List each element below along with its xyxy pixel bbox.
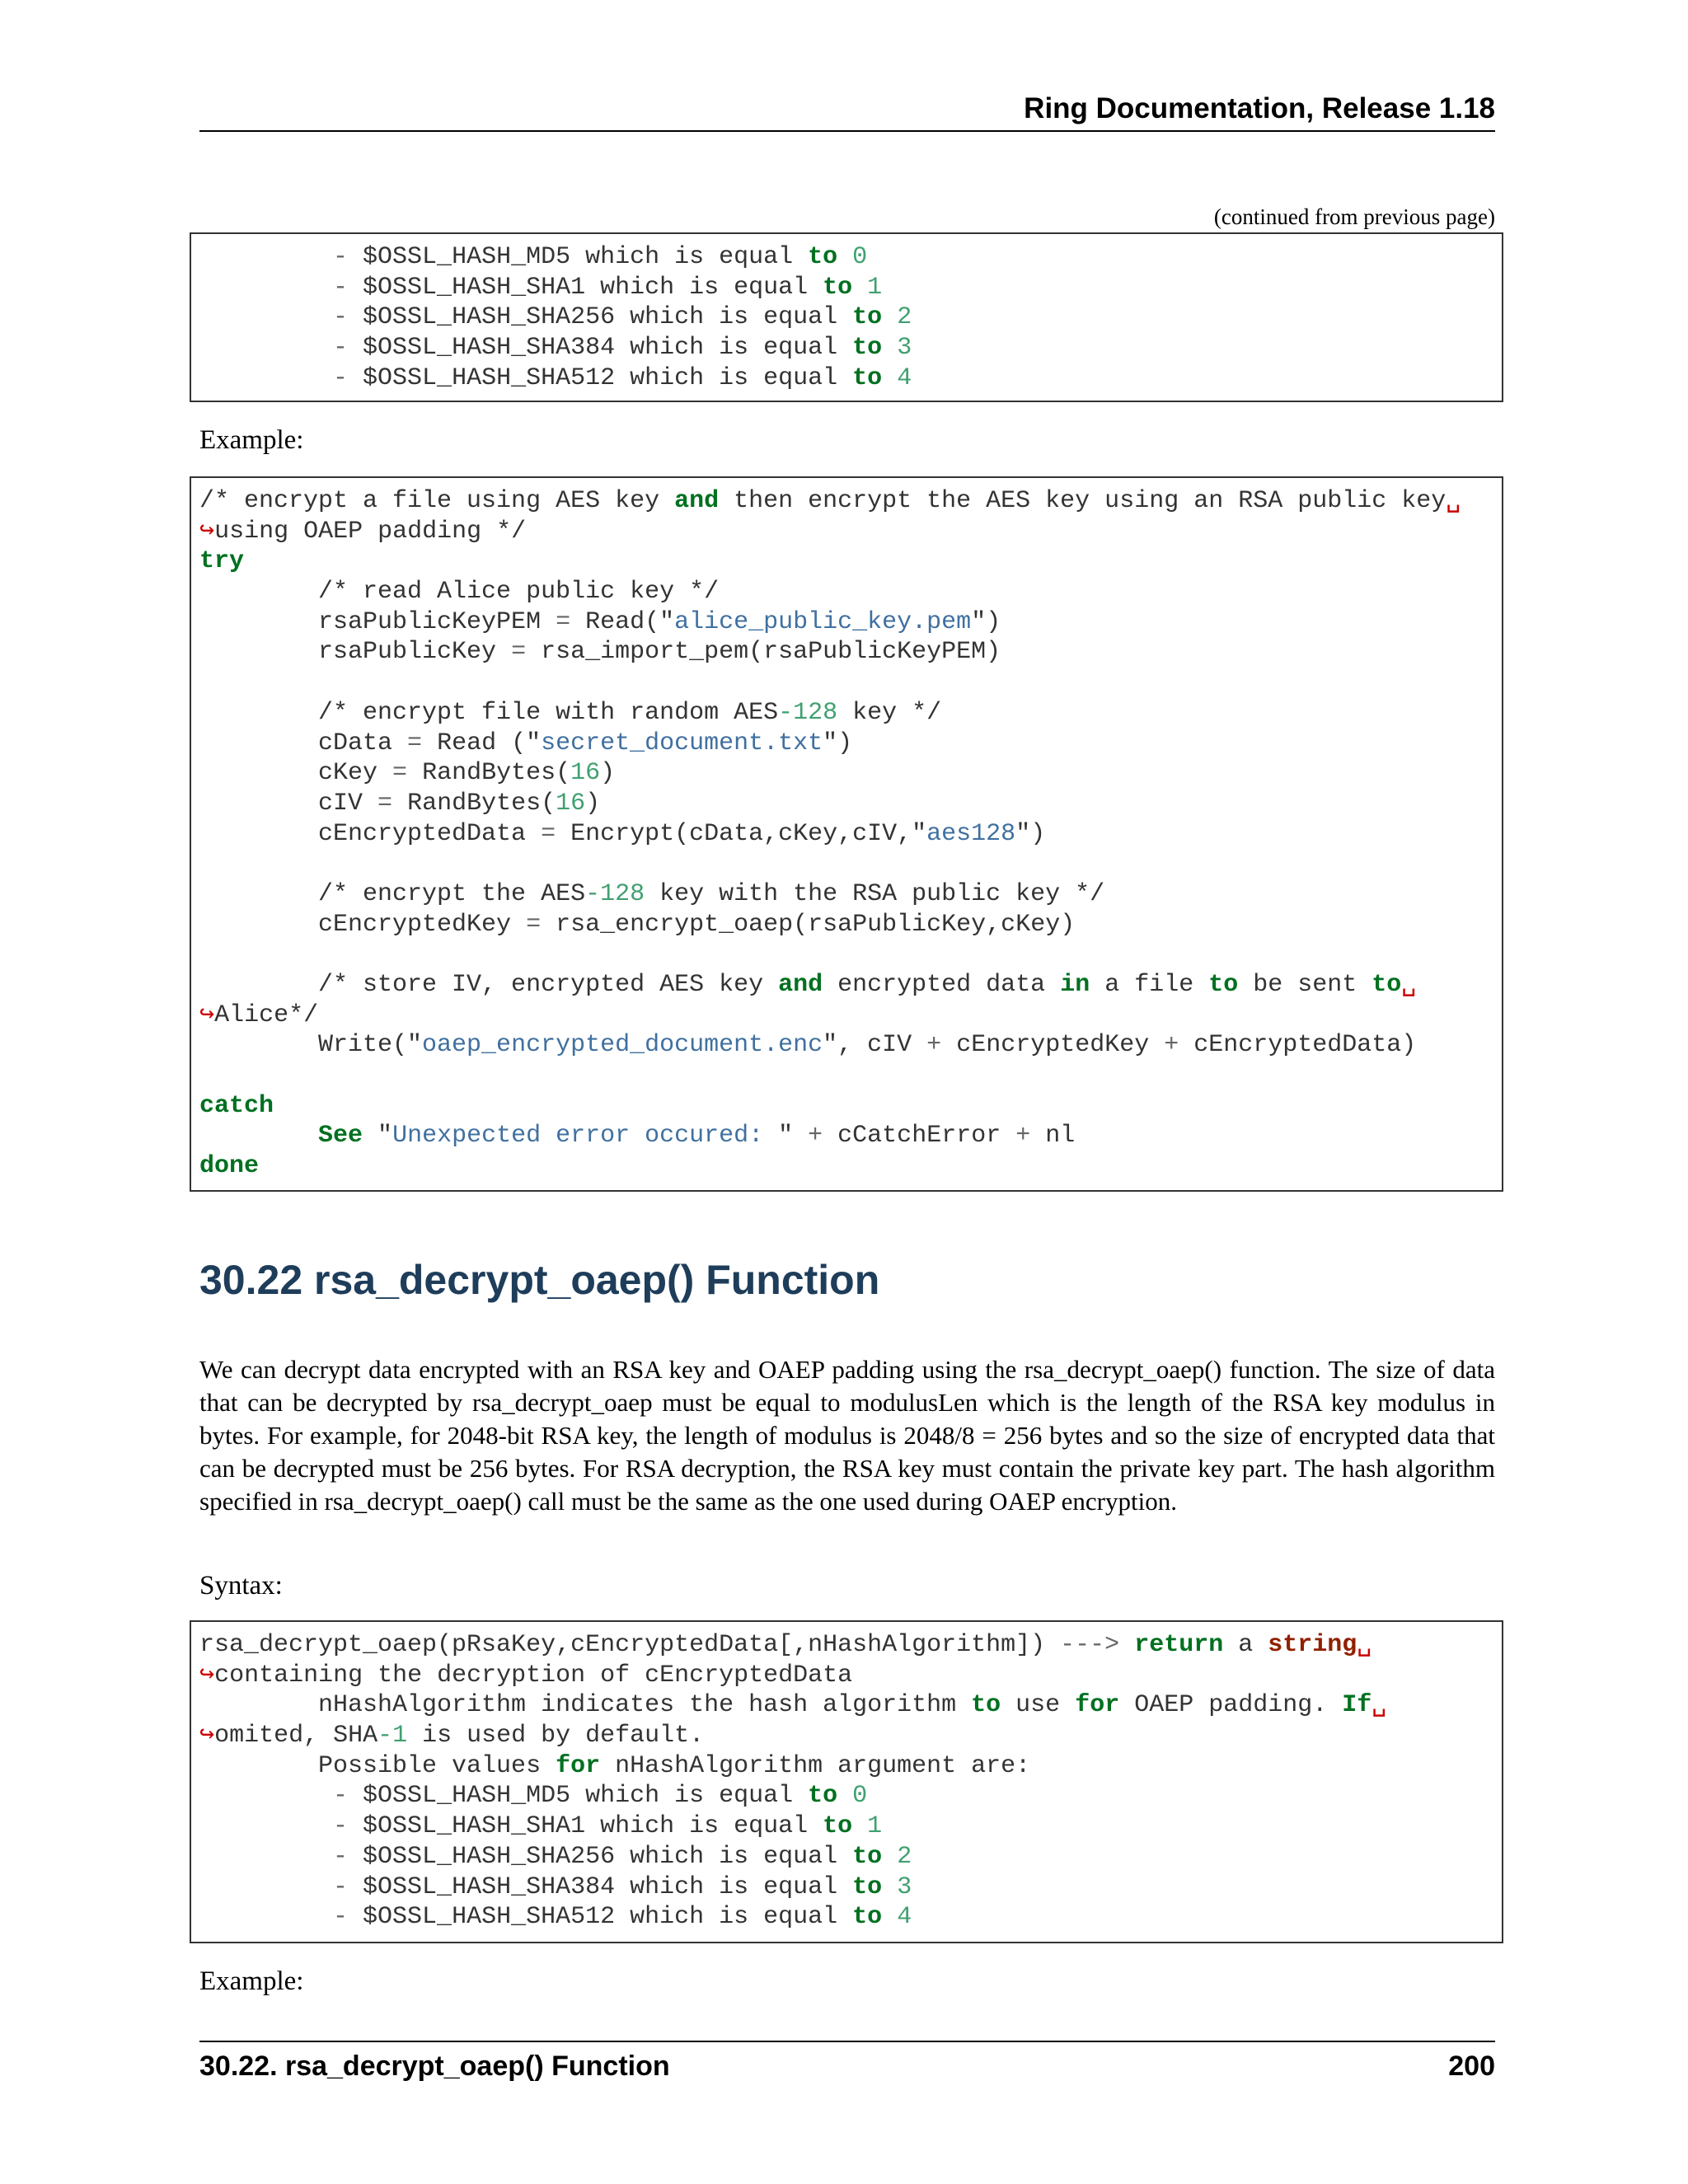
code-token: string <box>1268 1631 1357 1659</box>
code-token: + <box>808 1122 823 1151</box>
code-token: Read (" <box>422 729 542 757</box>
code-token: to <box>971 1691 1001 1720</box>
code-token: rsa_import_pem(rsaPublicKeyPEM) <box>526 638 1001 667</box>
code-token <box>199 364 333 392</box>
code-line <box>199 910 1502 940</box>
code-token: -128 <box>778 698 838 727</box>
code-token: omited, SHA <box>214 1722 378 1750</box>
code-token: in <box>1060 971 1090 999</box>
code-line <box>199 1121 1502 1151</box>
code-line <box>199 517 1502 547</box>
code-token: ---> <box>1060 1631 1120 1659</box>
code-token: = <box>541 819 556 848</box>
code-token: return <box>1134 1631 1224 1659</box>
code-line <box>199 333 1502 363</box>
code-token: -128 <box>585 879 645 908</box>
code-token <box>1119 1631 1134 1659</box>
code-token: key */ <box>837 698 942 727</box>
code-line <box>199 1151 1502 1182</box>
code-token: 16 <box>556 789 586 818</box>
code-token: use <box>1001 1691 1076 1720</box>
code-line <box>199 819 1502 850</box>
code-token: $OSSL_HASH_SHA384 which is equal <box>363 1872 853 1901</box>
code-token <box>882 364 897 392</box>
code-line <box>199 1721 1502 1751</box>
code-line <box>199 729 1502 759</box>
code-token: = <box>556 607 571 636</box>
code-token: 2 <box>897 303 912 332</box>
line-wrap-marker: ↪ <box>199 1661 215 1690</box>
code-line <box>199 242 1502 273</box>
code-token: $OSSL_HASH_MD5 which is equal <box>363 243 809 271</box>
code-token <box>199 303 333 331</box>
page-footer <box>199 2041 1495 2082</box>
code-token: If <box>1342 1691 1372 1720</box>
code-token: nHashAlgorithm indicates the hash algorithm <box>199 1691 972 1720</box>
code-token: = <box>511 638 527 667</box>
code-token <box>199 1782 333 1810</box>
code-token: /* encrypt the AES <box>199 879 586 908</box>
code-line <box>199 546 1502 577</box>
code-line <box>199 363 1502 394</box>
code-line <box>199 1872 1502 1903</box>
code-token <box>837 1782 852 1810</box>
code-token: 0 <box>852 243 868 271</box>
code-token: - <box>333 303 363 332</box>
code-token: 16 <box>570 759 601 788</box>
code-line <box>199 940 1502 970</box>
code-line <box>199 1902 1502 1933</box>
code-line <box>199 668 1502 698</box>
code-token: cKey <box>199 759 393 788</box>
code-token <box>199 334 333 362</box>
code-token: to <box>852 1872 883 1901</box>
code-token: to <box>1208 971 1239 999</box>
code-token: - <box>333 363 363 392</box>
code-token: /* encrypt file with random AES <box>199 698 779 727</box>
code-token: Possible values <box>199 1751 556 1780</box>
line-wrap-marker: ␣ <box>1446 487 1461 515</box>
code-token: 4 <box>897 1903 912 1932</box>
section-heading: 30.22 rsa_decrypt_oaep() Function <box>199 1257 880 1303</box>
code-token: and <box>674 487 720 515</box>
code-token: rsaPublicKey <box>199 638 512 667</box>
code-token: - <box>333 334 363 363</box>
code-token <box>199 1812 333 1840</box>
code-token: $OSSL_HASH_SHA256 which is equal <box>363 1842 853 1871</box>
code-line <box>199 1811 1502 1842</box>
code-token: done <box>199 1152 260 1181</box>
page-header <box>199 92 1495 132</box>
code-token: ", cIV <box>823 1031 927 1060</box>
code-token: - <box>333 243 363 271</box>
code-token: using OAEP padding */ <box>214 517 527 546</box>
code-token: $OSSL_HASH_SHA1 which is equal <box>363 273 823 302</box>
code-token <box>837 243 852 271</box>
code-line <box>199 302 1502 333</box>
code-token: rsa_encrypt_oaep(rsaPublicKey,cKey) <box>541 910 1076 939</box>
code-block-syntax <box>190 1620 1503 1943</box>
document-title: Ring Documentation, Release 1.18 <box>1024 92 1495 124</box>
code-line <box>199 1630 1502 1661</box>
code-token: 0 <box>852 1782 868 1811</box>
code-token: to <box>823 273 853 302</box>
code-token: + <box>1164 1031 1179 1060</box>
code-token: cIV <box>199 789 378 818</box>
code-line <box>199 789 1502 819</box>
code-token: Read(" <box>570 607 675 636</box>
code-token: + <box>926 1031 942 1060</box>
code-token <box>199 274 333 302</box>
code-line <box>199 273 1502 303</box>
code-token: + <box>1015 1122 1031 1151</box>
code-token: then encrypt the AES key using an RSA public key <box>719 487 1447 515</box>
description-paragraph: We can decrypt data encrypted with an RSA key and OAEP padding using the rsa_decrypt_oaep() function. The size of data that can be decrypted by rsa_decrypt_oaep must be equal to modulusLen which is the length of the RSA key modulus in bytes. For example, for 2048-bit RSA key, the length of modulus is 2048/8 = 256 bytes and so the size of encrypted data that can be decrypted must be 256 bytes. For RSA decryption, the RSA key must contain the private key part. The hash algorithm specified in rsa_decrypt_oaep() call must be the same as the one used during OAEP encryption. <box>199 1355 1495 1516</box>
code-token: cCatchError <box>823 1122 1016 1151</box>
code-token: /* store IV, encrypted AES key <box>199 971 779 999</box>
code-token: be sent <box>1238 971 1372 999</box>
code-token: to <box>852 1903 883 1932</box>
code-token: encrypted data <box>823 971 1061 999</box>
line-wrap-marker: ↪ <box>199 517 215 546</box>
code-token: cEncryptedKey <box>941 1031 1165 1060</box>
code-token <box>882 1843 897 1871</box>
code-token: = <box>392 759 408 788</box>
code-token: containing the decryption of cEncryptedData <box>214 1661 853 1690</box>
code-line <box>199 879 1502 910</box>
code-token: Encrypt(cData,cKey,cIV," <box>556 819 927 848</box>
code-token: $OSSL_HASH_SHA512 which is equal <box>363 363 853 392</box>
code-token: Write(" <box>199 1031 423 1060</box>
code-token: - <box>333 1842 363 1871</box>
code-token: $OSSL_HASH_SHA512 which is equal <box>363 1903 853 1932</box>
code-line <box>199 1751 1502 1782</box>
code-token: - <box>333 1812 363 1841</box>
code-token <box>199 243 333 271</box>
code-token: for <box>1075 1691 1120 1720</box>
code-token: Alice*/ <box>214 1001 319 1029</box>
code-token: - <box>333 1903 363 1932</box>
code-token: 1 <box>867 273 883 302</box>
code-token: to <box>852 303 883 332</box>
code-token: to <box>1372 971 1402 999</box>
code-token: ") <box>1015 819 1046 848</box>
code-token: - <box>333 1872 363 1901</box>
page-number: 200 <box>1448 2050 1495 2082</box>
code-token: $OSSL_HASH_SHA256 which is equal <box>363 303 853 332</box>
code-token: Unexpected error occured: <box>392 1122 779 1151</box>
code-token: $OSSL_HASH_MD5 which is equal <box>363 1782 809 1811</box>
line-wrap-marker: ␣ <box>1401 971 1417 999</box>
example-label-2: Example: <box>199 1966 304 1996</box>
code-line <box>199 1001 1502 1031</box>
code-block-encrypt-example <box>190 476 1503 1192</box>
line-wrap-marker: ↪ <box>199 1722 215 1750</box>
code-token: oaep_encrypted_document.enc <box>422 1031 823 1060</box>
code-token: ") <box>971 607 1001 636</box>
code-token <box>882 1903 897 1931</box>
code-token: key with the RSA public key */ <box>645 879 1105 908</box>
code-token <box>852 274 867 302</box>
code-token: a <box>1223 1631 1268 1659</box>
code-line <box>199 758 1502 789</box>
code-token: to <box>852 363 883 392</box>
line-wrap-marker: ␣ <box>1372 1691 1387 1720</box>
code-token: = <box>526 910 542 939</box>
code-line <box>199 698 1502 729</box>
code-token: secret_document.txt <box>541 729 823 757</box>
line-wrap-marker: ␣ <box>1357 1631 1372 1659</box>
code-line <box>199 1690 1502 1721</box>
code-line <box>199 577 1502 607</box>
code-token: See <box>318 1122 363 1151</box>
code-token <box>882 1873 897 1901</box>
code-token: ) <box>585 789 601 818</box>
code-token: - <box>333 1782 363 1811</box>
code-line <box>199 1091 1502 1122</box>
code-line <box>199 849 1502 879</box>
code-token: 4 <box>897 363 912 392</box>
code-token: try <box>199 547 245 576</box>
code-token: for <box>556 1751 601 1780</box>
code-token <box>199 1122 318 1150</box>
code-token: 3 <box>897 334 912 363</box>
code-line <box>199 1661 1502 1691</box>
code-block-hash-values <box>190 232 1503 402</box>
code-token: alice_public_key.pem <box>674 607 972 636</box>
code-token: /* read Alice public key */ <box>199 578 720 607</box>
code-line <box>199 1781 1502 1811</box>
code-token: to <box>808 243 838 271</box>
code-token: to <box>852 334 883 363</box>
code-token: 2 <box>897 1842 912 1871</box>
code-token <box>199 1843 333 1871</box>
code-token: RandBytes( <box>407 759 571 788</box>
code-token: and <box>778 971 823 999</box>
code-token: 1 <box>867 1812 883 1841</box>
code-token <box>852 1812 867 1840</box>
code-line <box>199 970 1502 1001</box>
code-token: ") <box>823 729 853 757</box>
code-line <box>199 607 1502 638</box>
code-token: RandBytes( <box>392 789 556 818</box>
code-token: cData <box>199 729 408 757</box>
code-token: $OSSL_HASH_SHA1 which is equal <box>363 1812 823 1841</box>
code-token: rsaPublicKeyPEM <box>199 607 556 636</box>
code-token: ) <box>600 759 616 788</box>
code-token: cEncryptedData <box>199 819 542 848</box>
code-token: - <box>333 273 363 302</box>
code-token: nl <box>1030 1122 1076 1151</box>
code-token <box>199 1873 333 1901</box>
code-token: cEncryptedData) <box>1179 1031 1417 1060</box>
code-line <box>199 1030 1502 1061</box>
code-token <box>882 303 897 331</box>
code-token: a file <box>1090 971 1209 999</box>
code-token: cEncryptedKey <box>199 910 527 939</box>
footer-section-title: 30.22. rsa_decrypt_oaep() Function <box>199 2050 670 2082</box>
continued-note: (continued from previous page) <box>1213 204 1495 229</box>
code-token <box>882 334 897 362</box>
code-token: nHashAlgorithm argument are: <box>600 1751 1031 1780</box>
code-line <box>199 1061 1502 1091</box>
code-token: to <box>852 1842 883 1871</box>
code-token: " <box>778 1122 809 1151</box>
code-token: " <box>363 1122 393 1151</box>
code-token: OAEP padding. <box>1119 1691 1343 1720</box>
code-token: -1 <box>377 1722 408 1750</box>
code-token <box>199 1903 333 1931</box>
code-token: to <box>823 1812 853 1841</box>
line-wrap-marker: ↪ <box>199 1001 215 1029</box>
code-token: catch <box>199 1091 274 1120</box>
code-token: is used by default. <box>407 1722 705 1750</box>
syntax-label: Syntax: <box>199 1571 283 1601</box>
code-token: rsa_decrypt_oaep(pRsaKey,cEncryptedData[,nHashAlgorithm]) <box>199 1631 1061 1659</box>
code-token: 3 <box>897 1872 912 1901</box>
code-token: = <box>407 729 423 757</box>
example-label-1: Example: <box>199 425 304 455</box>
code-token: aes128 <box>926 819 1016 848</box>
code-line <box>199 637 1502 668</box>
code-token: to <box>808 1782 838 1811</box>
code-line <box>199 486 1502 517</box>
code-token: $OSSL_HASH_SHA384 which is equal <box>363 334 853 363</box>
code-token: /* encrypt a file using AES key <box>199 487 675 515</box>
code-line <box>199 1842 1502 1872</box>
code-token: = <box>377 789 393 818</box>
